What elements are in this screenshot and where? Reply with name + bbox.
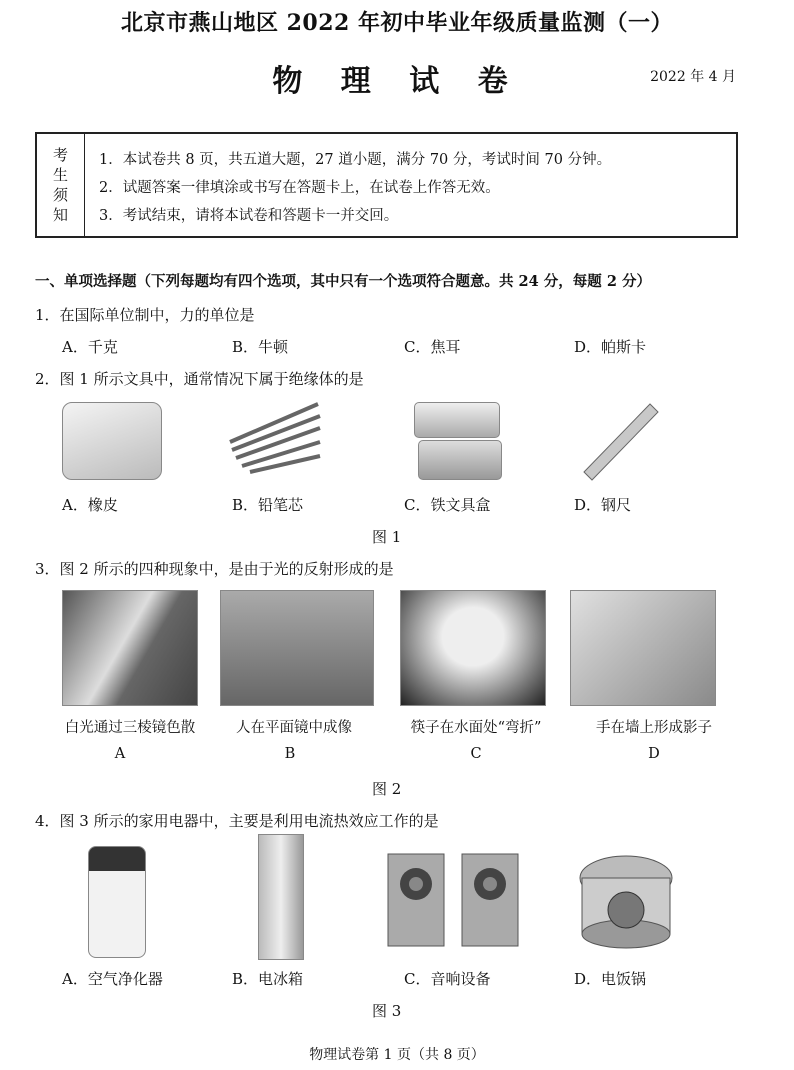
q2-option-d: D．钢尺 [574,496,632,514]
question-3-stem: 3．图 2 所示的四种现象中，是由于光的反射形成的是 [35,560,394,578]
q3-letter-a: A [114,746,126,762]
page-footer: 物理试卷第 1 页（共 8 页） [309,1047,485,1063]
q1-option-a: A．千克 [62,338,118,356]
question-2-stem: 2．图 1 所示文具中，通常情况下属于绝缘体的是 [35,370,364,388]
notice-item: 2．试题答案一律填涂或书写在答题卡上，在试卷上作答无效。 [99,180,500,196]
pencil-box-image [418,440,502,480]
exam-date: 2022 年 4 月 [650,69,736,85]
notice-label-char: 生 [52,166,68,184]
rice-cooker-image [574,848,678,952]
speakers-image [386,850,520,948]
q3-letter-d: D [648,746,660,762]
q1-option-b: B．牛顿 [232,338,289,356]
figure-1-label: 图 1 [372,528,402,546]
q4-option-a: A．空气净化器 [62,970,163,988]
figure-2-label: 图 2 [372,780,402,798]
q3-caption-c: 筷子在水面处“弯折” [410,720,542,736]
q3-caption-b: 人在平面镜中成像 [236,720,352,736]
hand-shadow-image [570,590,716,706]
prism-dispersion-image [62,590,198,706]
chopsticks-water-image [400,590,546,706]
question-4-stem: 4．图 3 所示的家用电器中，主要是利用电流热效应工作的是 [35,812,439,830]
q4-option-c: C．音响设备 [404,970,491,988]
exam-title: 北京市燕山地区 2022 年初中毕业年级质量监测（一） [120,10,674,36]
q3-caption-d: 手在墙上形成影子 [596,720,712,736]
figure-3-label: 图 3 [372,1002,402,1020]
notice-items [99,146,611,230]
pencil-leads-image [222,398,322,478]
notice-box [35,132,738,238]
notice-label-char: 考 [52,146,68,164]
q2-option-a: A．橡皮 [62,496,118,514]
notice-label [37,134,85,236]
q2-option-c: C．铁文具盒 [404,496,491,514]
q4-option-b: B．电冰箱 [232,970,304,988]
question-1-stem: 1．在国际单位制中，力的单位是 [35,306,255,324]
section-heading: 一、单项选择题（下列每题均有四个选项，其中只有一个选项符合题意。共 24 分，每题 2 分） [35,273,651,290]
q3-caption-a: 白光通过三棱镜色散 [64,720,196,736]
eraser-image [62,402,162,480]
notice-item: 3．考试结束，请将本试卷和答题卡一并交回。 [99,208,399,224]
air-purifier-image [88,846,146,958]
notice-item: 1．本试卷共 8 页，共五道大题，27 道小题，满分 70 分，考试时间 70 分钟。 [99,152,612,168]
q3-letter-c: C [470,746,482,762]
exam-subtitle: 物 理 试 卷 [272,64,522,99]
notice-label-char: 须 [52,186,68,204]
pencil-box-image [414,402,500,438]
q3-letter-b: B [284,746,296,762]
refrigerator-image [258,834,304,960]
q1-option-c: C．焦耳 [404,338,461,356]
notice-label-char: 知 [52,206,68,224]
q2-option-b: B．铅笔芯 [232,496,304,514]
q1-option-d: D．帕斯卡 [574,338,647,356]
q4-option-d: D．电饭锅 [574,970,647,988]
mirror-dancers-image [220,590,374,706]
steel-ruler-image [580,400,662,482]
